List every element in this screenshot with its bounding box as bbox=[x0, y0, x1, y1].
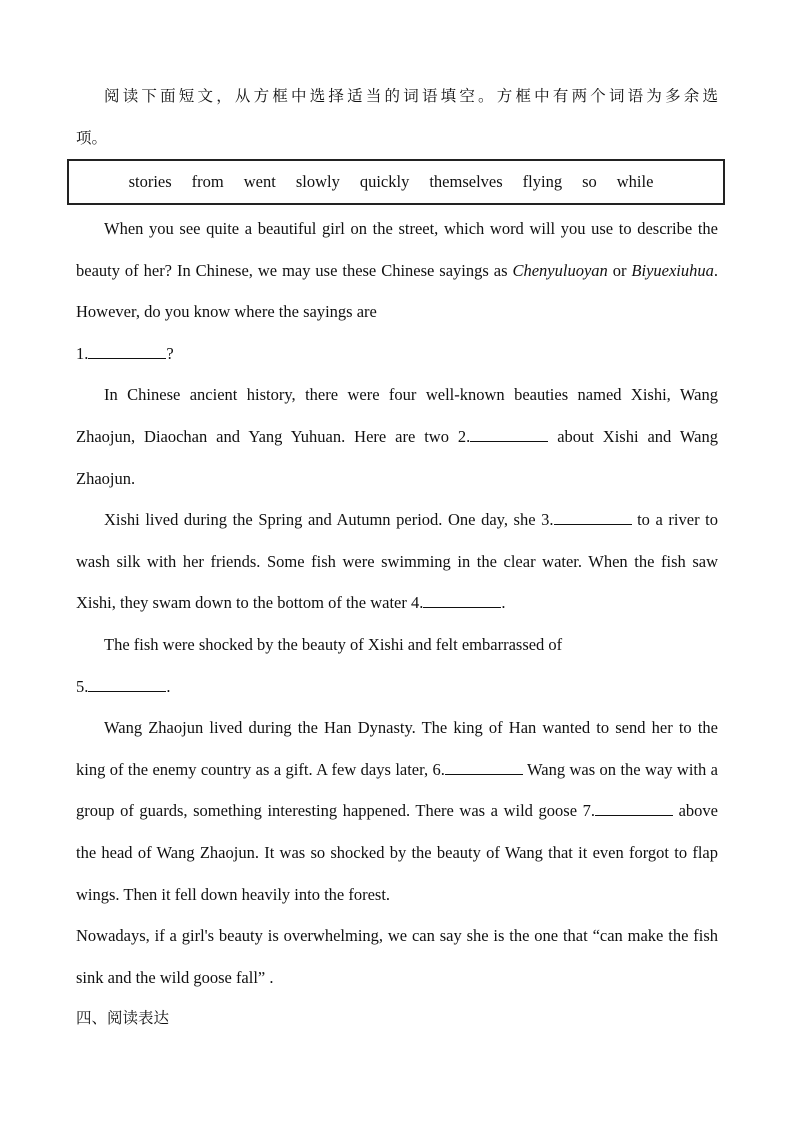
word-option: slowly bbox=[295, 172, 340, 191]
text: Wang Zhaojun lived during the Han Dynasty. The king of Han wanted to send her to the king of the enemy country as a gift. A few days later, bbox=[76, 718, 718, 779]
text: . bbox=[166, 676, 171, 696]
paragraph-1 bbox=[76, 208, 718, 374]
word-option: flying bbox=[522, 172, 563, 191]
text: Wang was on the way with a group of guards, something interesting happened. There was a wild goose bbox=[76, 759, 718, 821]
word-option: stories bbox=[128, 172, 172, 191]
blank-number: 1. bbox=[76, 343, 89, 363]
word-option: went bbox=[243, 172, 276, 191]
answer-blank[interactable] bbox=[554, 510, 632, 525]
section-heading: 四、阅读表达 bbox=[76, 1009, 170, 1028]
blank-number: 3. bbox=[541, 510, 554, 530]
text: above the head of Wang Zhaojun. It was so shocked by the beauty of Wang that it even forgot to flap wings. Then it fell down heavily into the forest. bbox=[76, 801, 718, 904]
passage bbox=[76, 208, 718, 1040]
paragraph-3 bbox=[76, 499, 718, 624]
answer-blank[interactable] bbox=[595, 801, 673, 816]
text: In Chinese ancient history, there were four well-known beauties named Xishi, Wang Zhaojun, Diaochan and Yang Yuhuan. Here are two bbox=[76, 385, 718, 446]
blank-number: 7. bbox=[582, 801, 595, 821]
blank-number: 4. bbox=[411, 593, 424, 613]
word-option: from bbox=[191, 172, 224, 191]
text: or bbox=[607, 260, 632, 280]
paragraph-6: Nowadays, if a girl's beauty is overwhelming, we can say she is the one that “can make the fish sink and the wild goose fall” . bbox=[76, 926, 718, 987]
word-option: while bbox=[616, 172, 654, 191]
word-box bbox=[67, 159, 725, 205]
word-option: so bbox=[582, 172, 597, 191]
blank-number: 2. bbox=[457, 426, 471, 446]
paragraph-4 bbox=[76, 624, 718, 707]
answer-blank[interactable] bbox=[445, 760, 523, 775]
answer-blank[interactable] bbox=[88, 344, 166, 359]
text: ? bbox=[166, 343, 174, 363]
paragraph-5 bbox=[76, 707, 718, 915]
word-option: themselves bbox=[429, 172, 503, 191]
text: When you see quite a beautiful girl on the street, which word will you use to describe the beauty of her? In Chinese, we may use these Chinese sayings as bbox=[76, 219, 718, 280]
text: to a river to wash silk with her friends. Some fish were swimming in the clear water. When the fish saw Xishi, they swam down to the bottom of the water bbox=[76, 510, 719, 613]
instruction bbox=[76, 76, 718, 159]
pinyin-saying: Chenyuluoyan bbox=[512, 260, 608, 280]
text: The fish were shocked by the beauty of Xishi and felt embarrassed of bbox=[104, 634, 563, 654]
text: . bbox=[501, 593, 506, 613]
text: about Xishi and Wang Zhaojun. bbox=[76, 426, 718, 488]
instruction-line-2: 项。 bbox=[76, 128, 108, 147]
paragraph-2 bbox=[76, 374, 718, 499]
word-option: quickly bbox=[359, 172, 410, 191]
text: . However, do you know where the sayings are bbox=[76, 260, 718, 322]
answer-blank[interactable] bbox=[423, 593, 501, 608]
answer-blank[interactable] bbox=[88, 677, 166, 692]
text: Xishi lived during the Spring and Autumn period. One day, she bbox=[104, 510, 542, 530]
pinyin-saying: Biyuexiuhua bbox=[631, 260, 714, 280]
blank-number: 5. bbox=[76, 676, 89, 696]
blank-number: 6. bbox=[432, 759, 445, 779]
answer-blank[interactable] bbox=[470, 427, 548, 442]
instruction-line-1: 阅读下面短文，从方框中选择适当的词语填空。方框中有两个词语为多余选 bbox=[104, 87, 718, 105]
